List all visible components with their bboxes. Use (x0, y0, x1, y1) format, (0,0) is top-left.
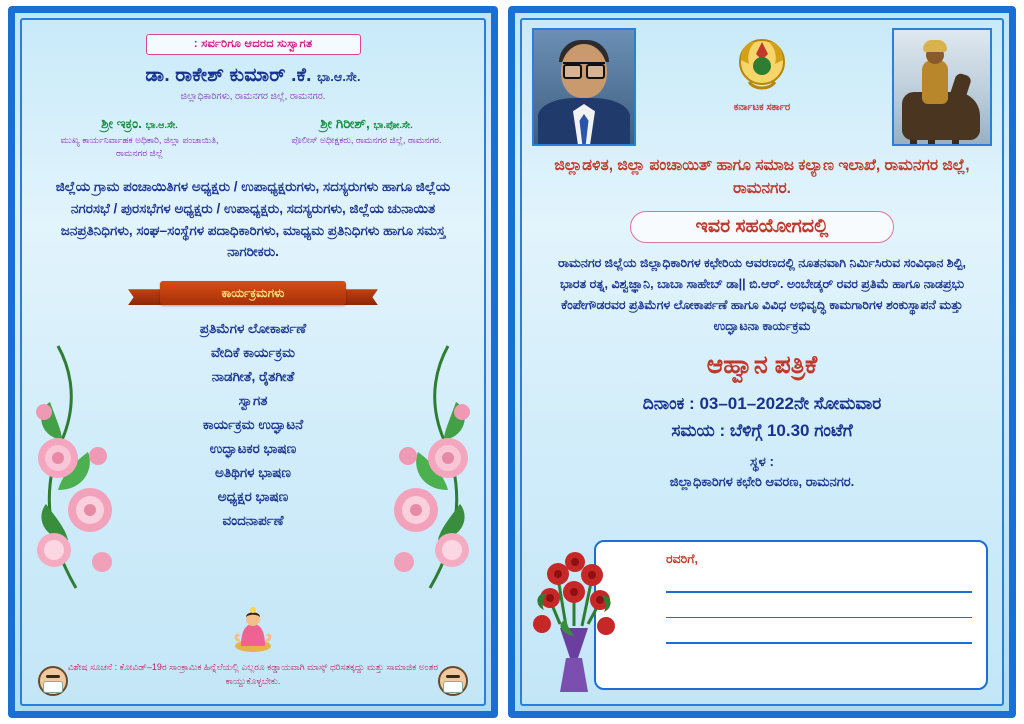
program-item: ಸ್ವಾಗತ (238, 393, 268, 409)
header-images (532, 28, 992, 146)
guest-1 (52, 116, 227, 160)
rider-turban (923, 40, 947, 52)
guest-1-designation: ಮುಖ್ಯ ಕಾರ್ಯನಿರ್ವಾಹಕ ಅಧಿಕಾರಿ, ಜಿಲ್ಲಾ ಪಂಚಾಯಿತಿ, ರಾಮನಗರ ಜಿಲ್ಲೆ (60, 134, 219, 158)
emblem-label: ಕರ್ನಾಟಕ ಸರ್ಕಾರ (733, 102, 791, 113)
program-item: ಅತಿಥಿಗಳ ಭಾಷಣ (215, 465, 291, 481)
welcome-text: : ಸರ್ವರಿಗೂ ಆದರದ ಸುಸ್ವಾಗತ (193, 38, 313, 50)
address-line-1[interactable] (666, 591, 972, 593)
collaboration-text: ಇವರ ಸಹಯೋಗದಲ್ಲಿ (695, 215, 829, 237)
mask-icon-left (38, 666, 68, 696)
chief-guest-suffix: ಭಾ.ಆ.ಸೇ. (317, 70, 361, 84)
kempegowda-image (892, 28, 992, 146)
karnataka-emblem (707, 30, 817, 113)
collaboration-box (630, 211, 894, 243)
program-item: ವೇದಿಕೆ ಕಾರ್ಯಕ್ರಮ (211, 345, 295, 361)
guest-2-designation: ಪೊಲೀಸ್ ಅಧೀಕ್ಷಕರು, ರಾಮನಗರ ಜಿಲ್ಲೆ, ರಾಮನಗರ. (291, 134, 442, 145)
chief-guest-designation-text: ಜಿಲ್ಲಾಧಿಕಾರಿಗಳು, ರಾಮನಗರ ಜಿಲ್ಲೆ, ರಾಮನಗರ. (180, 91, 326, 102)
event-date: ದಿನಾಂಕ : 03–01–2022ನೇ ಸೋಮವಾರ (642, 393, 882, 413)
floral-decoration-right (382, 340, 478, 590)
guest-1-name (52, 116, 227, 132)
program-item: ಕಾರ್ಯಕ್ರಮ ಉದ್ಘಾಟನೆ (202, 417, 304, 433)
right-page-inner (520, 18, 1004, 706)
portrait-glasses (563, 62, 605, 75)
program-banner (128, 277, 378, 311)
covid-note: ವಿಶೇಷ ಸೂಚನೆ : ಕೋವಿಡ್–19ರ ಸಾಂಕ್ರಾಮಿಕ ಹಿನ್ನೆಲೆಯಲ್ಲಿ ಎಲ್ಲರೂ ಕಡ್ಡಾಯವಾಗಿ ಮಾಸ್ಕ್ ಧರಿಸತಕ್ಕದ್ದು ಮತ್ತು ಸಾಮಾಜಿಕ ಅಂತರ ಕಾಯ್ದುಕೊಳ್ಳಬೇಕು. (67, 662, 439, 686)
rider-body (922, 60, 948, 104)
left-page (8, 6, 498, 718)
guest-2-suffix: ಭಾ.ಪೋ.ಸೇ. (373, 119, 413, 131)
welcome-box (146, 34, 361, 55)
program-item: ಪ್ರತಿಮೆಗಳ ಲೋಕಾರ್ಪಣೆ (199, 321, 307, 337)
ribbon (160, 281, 346, 305)
address-label: ರವರಿಗೆ, (666, 552, 698, 566)
left-page-inner (20, 18, 486, 706)
deity-icon (231, 606, 275, 652)
venue-label: ಸ್ಥಳ : (749, 453, 775, 469)
invitees-paragraph: ಜಿಲ್ಲೆಯ ಗ್ರಾಮ ಪಂಚಾಯಿತಿಗಳ ಅಧ್ಯಕ್ಷರು / ಉಪಾಧ್ಯಕ್ಷರುಗಳು, ಸದಸ್ಯರುಗಳು ಹಾಗೂ ಜಿಲ್ಲೆಯ ನಗರಸಭೆ / ಪುರಸಭೆಗಳ ಅಧ್ಯಕ್ಷರು / ಉಪಾಧ್ಯಕ್ಷರು, ಸದಸ್ಯರುಗಳು, ಜಿಲ್ಲೆಯ ಚುನಾಯಿತ ಜನಪ್ರತಿನಿಧಿಗಳು, ಸಂಘ–ಸಂಸ್ಥೆಗಳ ಪದಾಧಿಕಾರಿಗಳು, ಮಾಧ್ಯಮ ಪ್ರತಿನಿಧಿಗಳು ಹಾಗೂ ಸಮಸ್ತ ನಾಗರೀಕರು. (55, 178, 451, 260)
mask-icon-right (438, 666, 468, 696)
guest-2 (279, 116, 454, 160)
event-description: ರಾಮನಗರ ಜಿಲ್ಲೆಯ ಜಿಲ್ಲಾಧಿಕಾರಿಗಳ ಕಛೇರಿಯ ಆವರಣದಲ್ಲಿ ನೂತನವಾಗಿ ನಿರ್ಮಿಸಿರುವ ಸಂವಿಧಾನ ಶಿಲ್ಪಿ, ಭಾರತ ರತ್ನ, ವಿಶ್ವಜ್ಞಾನಿ, ಬಾಬಾ ಸಾಹೇಬ್ ಡಾ|| ಬಿ.ಆರ್. ಅಂಬೇಡ್ಕರ್ ರವರ ಪ್ರತಿಮೆ ಹಾಗೂ ನಾಡಪ್ರಭು ಕೆಂಪೇಗೌಡರವರ ಪ್ರತಿಮೆಗಳ ಲೋಕಾರ್ಪಣೆ ಹಾಗೂ ವಿವಿಧ ಅಭಿವೃದ್ಧಿ ಕಾಮಗಾರಿಗಳ ಶಂಕುಸ್ಥಾಪನೆ ಮತ್ತು ಉದ್ಘಾಟನಾ ಕಾರ್ಯಕ್ರಮ (557, 255, 967, 333)
emblem-icon (729, 30, 795, 96)
chief-guest-designation (22, 90, 484, 104)
program-item: ಅಧ್ಯಕ್ಷರ ಭಾಷಣ (217, 489, 289, 505)
program-item: ಉದ್ಘಾಟಕರ ಭಾಷಣ (209, 441, 297, 457)
guest-2-name (279, 116, 454, 132)
program-item: ವಂದನಾರ್ಪಣೆ (222, 513, 284, 529)
venue-text: ಜಿಲ್ಲಾಧಿಕಾರಿಗಳ ಕಛೇರಿ ಆವರಣ, ರಾಮನಗರ. (669, 473, 855, 489)
address-card (594, 540, 988, 690)
right-page (508, 6, 1016, 718)
ambedkar-portrait (532, 28, 636, 146)
event-time: ಸಮಯ : ಬೆಳಿಗ್ಗೆ 10.30 ಗಂಟೆಗೆ (671, 420, 853, 440)
invitation-heading: ಆಹ್ವಾನ ಪತ್ರಿಕೆ (706, 350, 818, 379)
program-item: ನಾಡಗೀತೆ, ರೈತಗೀತೆ (211, 369, 295, 385)
address-line-3[interactable] (666, 642, 972, 644)
floral-decoration-left (28, 340, 124, 590)
chief-guest-name (22, 65, 484, 87)
rose-bouquet-image (530, 548, 618, 696)
department-title: ಜಿಲ್ಲಾಡಳಿತ, ಜಿಲ್ಲಾ ಪಂಚಾಯಿತ್ ಹಾಗೂ ಸಮಾಜ ಕಲ್ಯಾಣ ಇಲಾಖೆ, ರಾಮನಗರ ಜಿಲ್ಲೆ, ರಾಮನಗರ. (554, 157, 970, 198)
guest-1-suffix: ಭಾ.ಆ.ಸೇ. (145, 119, 178, 131)
chief-guest-name-text: ಡಾ. ರಾಕೇಶ್ ಕುಮಾರ್ .ಕೆ. (145, 65, 312, 86)
guest-row (22, 116, 484, 160)
event-datetime (522, 390, 1002, 444)
program-banner-label: ಕಾರ್ಯಕ್ರಮಗಳು (221, 285, 285, 300)
program-list (123, 317, 383, 533)
guest-2-name-text: ಶ್ರೀ ಗಿರೀಶ್, (320, 115, 370, 131)
guest-1-name-text: ಶ್ರೀ ಇಕ್ರಂ. (101, 115, 142, 131)
address-line-2[interactable] (666, 617, 972, 619)
